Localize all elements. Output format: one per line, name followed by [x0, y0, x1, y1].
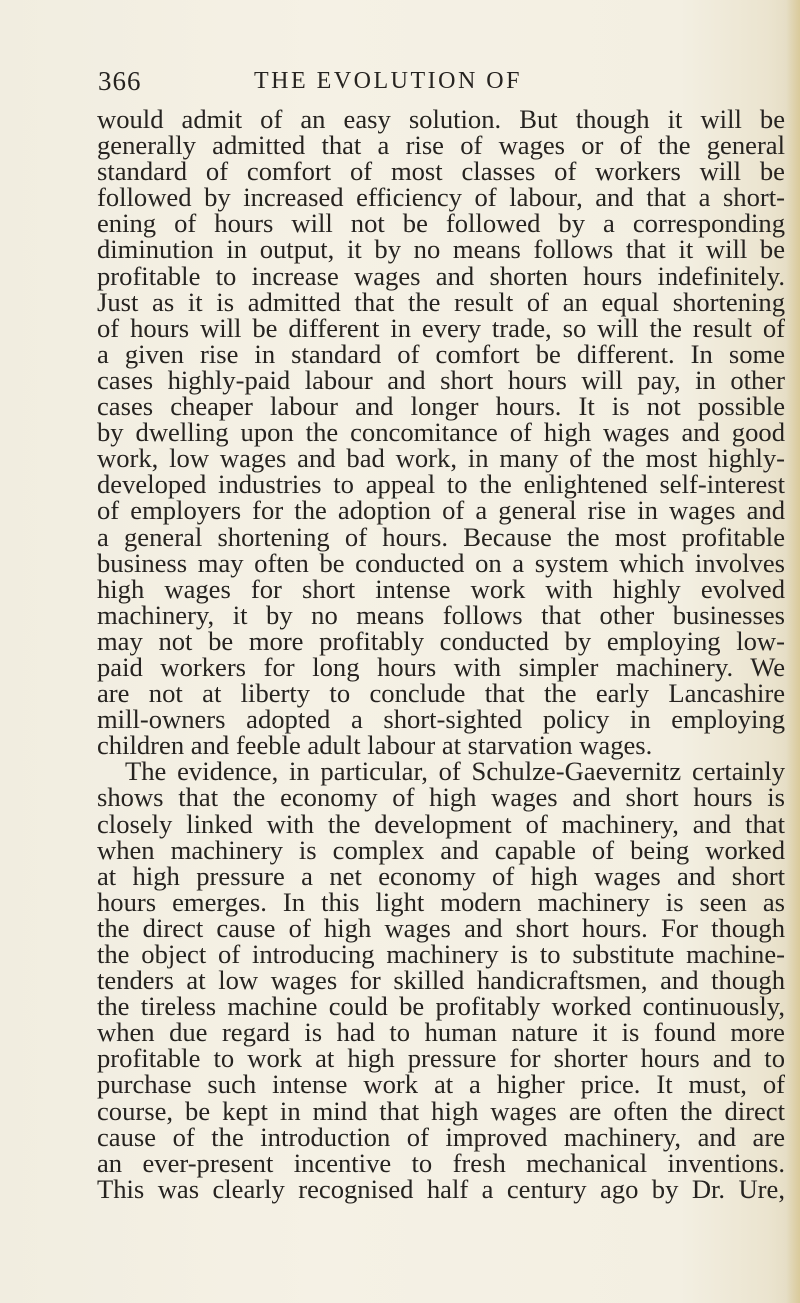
- text-line: are not at liberty to conclude that the early Lancashire: [97, 678, 785, 709]
- text-line: of employers for the adoption of a general rise in wages and: [97, 495, 785, 526]
- body-text: [97, 106, 785, 1202]
- text-line: course, be kept in mind that high wages are often the direct: [97, 1095, 785, 1126]
- text-line: Just as it is admitted that the result of an equal shortening: [97, 286, 785, 317]
- paragraph-start-line: The evidence, in particular, of Schulze-Gaevernitz certainly: [125, 756, 785, 787]
- text-line: paid workers for long hours with simpler machinery. We: [97, 651, 785, 682]
- text-line: closely linked with the development of machinery, and that: [97, 808, 785, 839]
- text-line: an ever-present incentive to fresh mechanical inventions.: [97, 1147, 785, 1178]
- text-line: would admit of an easy solution. But though it will be: [97, 104, 785, 134]
- text-line: a given rise in standard of comfort be different. In some: [97, 338, 785, 369]
- page-edge-shadow: [786, 0, 800, 1303]
- page-header: [98, 66, 784, 106]
- text-line: shows that the economy of high wages and short hours is: [97, 782, 785, 813]
- text-line: generally admitted that a rise of wages or of the general: [97, 130, 785, 161]
- text-line: followed by increased efficiency of labour, and that a short-: [97, 182, 785, 213]
- text-line: when machinery is complex and capable of being worked: [97, 834, 785, 865]
- running-title: THE EVOLUTION OF: [254, 68, 522, 94]
- text-line: profitable to increase wages and shorten hours indefinitely.: [97, 260, 785, 291]
- text-line: ening of hours will not be followed by a corresponding: [97, 208, 785, 239]
- text-line: developed industries to appeal to the enlightened self-interest: [97, 469, 785, 500]
- text-line: standard of comfort of most classes of workers will be: [97, 156, 785, 187]
- paragraph-end-line: children and feeble adult labour at starvation wages.: [97, 730, 653, 761]
- text-line: when due regard is had to human nature it is found more: [97, 1017, 785, 1048]
- text-line: mill-owners adopted a short-sighted policy in employing: [97, 704, 785, 735]
- text-line: purchase such intense work at a higher price. It must, of: [97, 1069, 785, 1100]
- text-line: the tireless machine could be profitably worked continuously,: [97, 991, 785, 1022]
- text-line: tenders at low wages for skilled handicraftsmen, and though: [97, 965, 785, 996]
- page-number: 366: [98, 66, 142, 96]
- text-line: of hours will be different in every trade, so will the result of: [97, 312, 785, 343]
- text-line: cause of the introduction of improved machinery, and are: [97, 1121, 785, 1152]
- text-line: This was clearly recognised half a century ago by Dr. Ure,: [97, 1173, 785, 1204]
- text-line: the object of introducing machinery is to substitute machine-: [97, 939, 785, 969]
- text-line: business may often be conducted on a system which involves: [97, 547, 785, 578]
- text-line: profitable to work at high pressure for shorter hours and to: [97, 1043, 785, 1074]
- text-line: may not be more profitably conducted by employing low-: [97, 625, 785, 656]
- text-line: by dwelling upon the concomitance of high wages and good: [97, 417, 785, 448]
- text-line: cases cheaper labour and longer hours. It is not possible: [97, 391, 785, 422]
- text-line: high wages for short intense work with highly evolved: [97, 573, 785, 604]
- text-line: hours emerges. In this light modern machinery is seen as: [97, 886, 785, 917]
- text-line: work, low wages and bad work, in many of the most highly-: [97, 443, 785, 474]
- text-line: diminution in output, it by no means follows that it will be: [97, 234, 785, 265]
- text-line: machinery, it by no means follows that other businesses: [97, 599, 785, 630]
- text-line: a general shortening of hours. Because the most profitable: [97, 521, 785, 552]
- text-line: cases highly-paid labour and short hours will pay, in other: [97, 364, 785, 395]
- text-line: at high pressure a net economy of high wages and short: [97, 860, 785, 891]
- text-line: the direct cause of high wages and short hours. For though: [97, 912, 785, 943]
